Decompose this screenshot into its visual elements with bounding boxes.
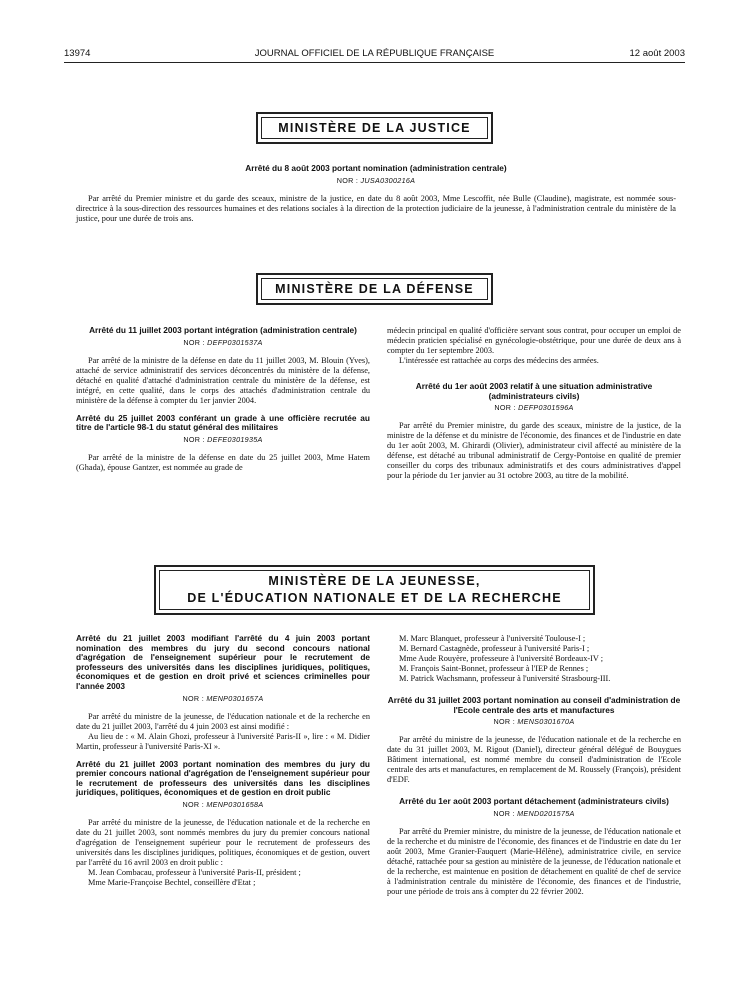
nor-reference: NOR : DEFP0301537A [183, 337, 263, 347]
arrete-title: Arrêté du 21 juillet 2003 portant nomination des membres du jury du premier concours national d'agrégation de l'enseignement supérieur pour le recrutement de professeurs des universités dans les disciplines juridiques, politiques, économiques et de gestion en droit public [76, 758, 370, 798]
page-header [64, 46, 685, 63]
arrete-body: Par arrêté du Premier ministre et du garde des sceaux, ministre de la justice, en date du 8 août 2003, Mme Lescoffit, née Bulle (Claudine), magistrate, est nommée sous-directrice à la sous-direction des ressources humaines et des relations sociales à la direction de la protection judiciaire de la jeunesse, à l'administration centrale du ministère de la justice, pour une durée de trois ans. [76, 193, 676, 223]
ministry-title-line1: MINISTÈRE DE LA JEUNESSE, [268, 574, 481, 588]
arrete-body: Par arrêté de la ministre de la défense en date du 25 juillet 2003, Mme Hatem (Ghada), épouse Gantzer, est nommée au grade de [76, 452, 370, 472]
ministry-title-line2: DE L'ÉDUCATION NATIONALE ET DE LA RECHERCHE [187, 591, 562, 605]
jury-member: M. Patrick Wachsmann, professeur à l'université Strasbourg-III. [399, 674, 611, 683]
journal-title: JOURNAL OFFICIEL DE LA RÉPUBLIQUE FRANÇAISE [254, 48, 495, 59]
arrete-body-continued: médecin principal en qualité d'officière servant sous contrat, pour occuper un emploi de médecin praticien spécialisé en gynécologie-obstétrique, pour une durée de deux ans à compter du 1er septembre 2003. [387, 326, 681, 355]
arrete-title: Arrêté du 31 juillet 2003 portant nomination au conseil d'administration de l'Ecole centrale des arts et manufactures [387, 695, 681, 715]
defense-right-column [387, 326, 681, 481]
jury-member: Mme Marie-Françoise Bechtel, conseillère d'Etat ; [88, 877, 256, 887]
arrete-body: Par arrêté du Premier ministre, du ministre de la jeunesse, de l'éducation nationale et de la recherche et du ministre de l'économie, des finances et de l'industrie en date du 1er août 2003, Mme Granier-Fauquert (Marie-Hélène), administratrice civile, en service détaché, rattachée pour sa gestion au ministère de la jeunesse, de l'éducation nationale et de la recherche, est maintenue en position de détachement en qualité de chef de service à l'administration centrale du ministère de l'économie, des finances et de l'industrie, pour une période de trois ans à compter du 22 février 2002. [387, 826, 681, 896]
nor-reference: NOR : MENP0301658A [182, 799, 264, 809]
nor-reference: NOR : DEFP0301596A [494, 403, 574, 413]
defense-left-column [76, 326, 370, 473]
issue-date: 12 août 2003 [629, 48, 685, 59]
nor-reference: NOR : JUSA0300216A [336, 175, 416, 185]
arrete-title: Arrêté du 21 juillet 2003 modifiant l'arrêté du 4 juin 2003 portant nomination des membres du jury du second concours national d'agrégation de l'enseignement supérieur pour le recrutement de professeurs des universités dans les disciplines juridiques, politiques, économiques et de gestion en droit privé et sciences criminelles pour l'année 2003 [76, 633, 370, 691]
arrete-body: Par arrêté du ministre de la jeunesse, de l'éducation nationale et de la recherche en date du 21 juillet 2003, sont nommés membres du jury du premier concours national d'agrégation de l'enseignement supérieur pour le recrutement de professeurs des universités dans les disciplines juridiques, politiques, économiques et de gestion, ouvert par l'arrêté du 16 avril 2003 en droit public : [76, 817, 370, 867]
arrete-body: Par arrêté du Premier ministre, du garde des sceaux, ministre de la justice, de la ministre de la défense et du ministre de l'économie, des finances et de l'industrie en date du 1er août 2003, M. Ghirardi (Olivier), administrateur civil affecté au ministère de la défense, est détaché au tribunal administratif de Cergy-Pontoise en qualité de premier conseiller du corps des tribunaux administratifs et des cours administratives d'appel pour la période du 1er janvier au 31 octobre 2003, au titre de la mobilité. [387, 421, 681, 481]
nor-reference: NOR : MENP0301657A [182, 693, 264, 703]
arrete-title: Arrêté du 8 août 2003 portant nomination (administration centrale) [245, 163, 507, 173]
ministry-defense-box [256, 273, 493, 305]
page-number: 13974 [64, 48, 91, 59]
jury-member: M. Jean Combacau, professeur à l'université Paris-II, président ; [88, 867, 301, 877]
nor-reference: NOR : MENS0301670A [493, 717, 575, 727]
justice-section [76, 164, 676, 224]
nor-reference: NOR : DEFE0301935A [183, 434, 263, 444]
nor-reference: NOR : MEND0201575A [493, 808, 575, 818]
arrete-title: Arrêté du 1er août 2003 portant détachement (administrateurs civils) [399, 796, 669, 807]
arrete-body: Par arrêté de la ministre de la défense en date du 11 juillet 2003, M. Blouin (Yves), attaché de service administratif des services déconcentrés du ministère de la défense, détaché en qualité d'attaché d'administration centrale du ministère de la défense, est intégré, en cette qualité, dans le corps des attachés d'administration centrale du ministère de la défense à compter du 1er janvier 2004. [76, 355, 370, 405]
arrete-body: Au lieu de : « M. Alain Ghozi, professeur à l'université Paris-II », lire : « M. Didier Martin, professeur à l'université Paris-XI ». [76, 731, 370, 751]
ministry-title: MINISTÈRE DE LA JUSTICE [278, 121, 471, 135]
jury-member: M. Bernard Castagnède, professeur à l'université Paris-I ; [399, 644, 590, 653]
jeunesse-left-column [76, 634, 370, 888]
arrete-body: Par arrêté du ministre de la jeunesse, de l'éducation nationale et de la recherche en date du 21 juillet 2003, l'arrêté du 4 juin 2003 est ainsi modifié : [76, 711, 370, 731]
jury-member: M. François Saint-Bonnet, professeur à l'IEP de Rennes ; [399, 664, 589, 673]
jury-member: M. Marc Blanquet, professeur à l'université Toulouse-I ; [399, 634, 586, 643]
jeunesse-right-column [387, 634, 681, 897]
ministry-jeunesse-box [154, 565, 595, 615]
arrete-body: Par arrêté du ministre de la jeunesse, de l'éducation nationale et de la recherche en date du 31 juillet 2003, M. Rigout (Daniel), directeur général délégué de Bouygues Bâtiment international, est nommé membre du conseil d'administration de l'Ecole centrale des arts et manufactures, en remplacement de M. Roussely (François), président d'EDF. [387, 735, 681, 785]
ministry-justice-box [256, 112, 493, 144]
arrete-title: Arrêté du 1er août 2003 relatif à une situation administrative (administrateurs civils) [415, 381, 653, 401]
jury-member: Mme Aude Rouyère, professeure à l'université Bordeaux-IV ; [399, 654, 604, 663]
arrete-title: Arrêté du 11 juillet 2003 portant intégration (administration centrale) [89, 325, 357, 335]
ministry-title: MINISTÈRE DE LA DÉFENSE [275, 282, 474, 296]
arrete-title: Arrêté du 25 juillet 2003 conférant un grade à une officière recrutée au titre de l'article 98-1 du statut général des militaires [76, 412, 370, 433]
arrete-body: L'intéressée est rattachée au corps des médecins des armées. [399, 356, 599, 365]
